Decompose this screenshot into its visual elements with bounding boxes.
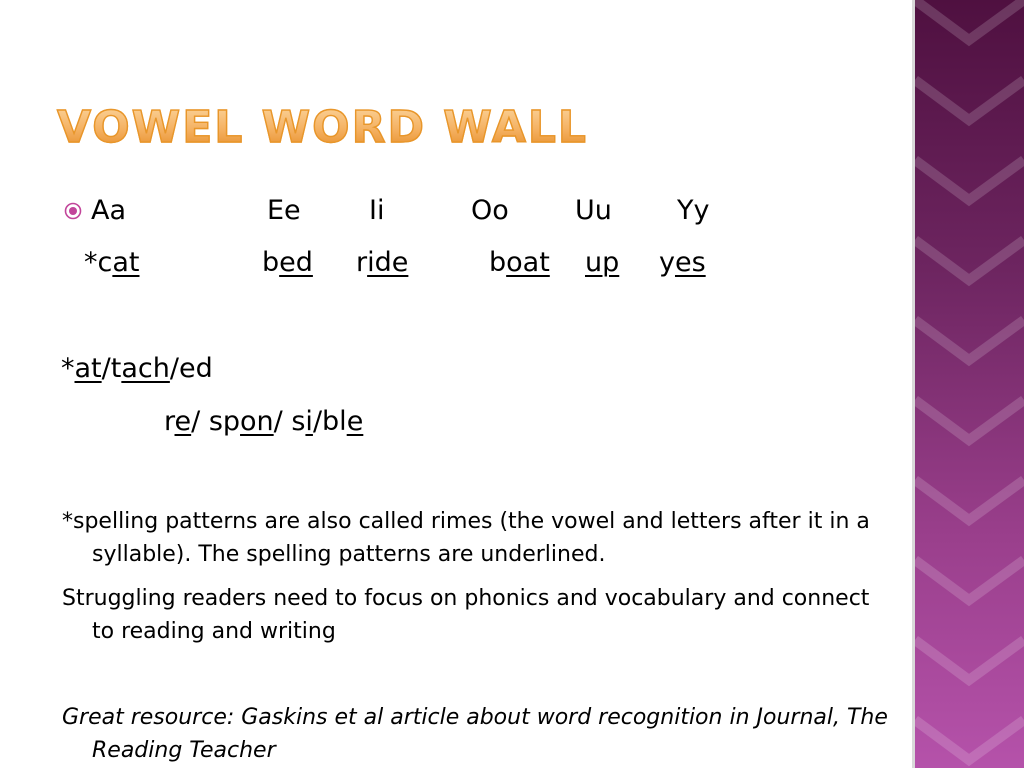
note-great-resource: Great resource: Gaskins et al article about word recognition in Journal, The Reading Teacher bbox=[62, 705, 888, 763]
note-struggling-readers: Struggling readers need to focus on phonics and vocabulary and connect to reading and writing bbox=[62, 586, 870, 644]
bullet-icon bbox=[64, 202, 82, 220]
spelling-pattern: oat bbox=[506, 247, 550, 278]
letter-aa: Aa bbox=[91, 195, 127, 226]
word-bed: bed bbox=[262, 247, 313, 278]
spelling-pattern: ach bbox=[121, 353, 170, 384]
letter-yy: Yy bbox=[677, 195, 710, 226]
slide-title: VOWEL WORD WALL bbox=[57, 102, 588, 153]
spelling-pattern: ide bbox=[367, 247, 409, 278]
decorative-side-panel bbox=[912, 0, 1024, 768]
spelling-pattern: up bbox=[585, 247, 620, 278]
word-cat: *cat bbox=[84, 247, 140, 278]
spelling-pattern: es bbox=[674, 247, 706, 278]
word-yes: yes bbox=[659, 247, 706, 278]
spelling-pattern: e bbox=[346, 406, 364, 437]
spelling-pattern: at bbox=[74, 353, 102, 384]
letter-ii: Ii bbox=[369, 195, 385, 226]
spelling-pattern: on bbox=[240, 406, 274, 437]
spelling-pattern: i bbox=[305, 406, 313, 437]
spelling-pattern: ed bbox=[279, 247, 313, 278]
letter-uu: Uu bbox=[575, 195, 612, 226]
letter-ee: Ee bbox=[267, 195, 301, 226]
chevron-pattern bbox=[915, 0, 1024, 768]
syllable-example-responsible: re/ spon/ si/ble bbox=[164, 406, 364, 437]
spelling-pattern: at bbox=[112, 247, 140, 278]
spelling-pattern: e bbox=[174, 406, 192, 437]
note-spelling-patterns: *spelling patterns are also called rimes (the vowel and letters after it in a syllable). The spelling patterns are underlined. bbox=[62, 509, 870, 567]
word-ride: ride bbox=[356, 247, 409, 278]
letter-oo: Oo bbox=[471, 195, 509, 226]
word-boat: boat bbox=[489, 247, 550, 278]
word-up bbox=[585, 249, 619, 276]
syllable-example-attached: *at/tach/ed bbox=[61, 353, 213, 384]
